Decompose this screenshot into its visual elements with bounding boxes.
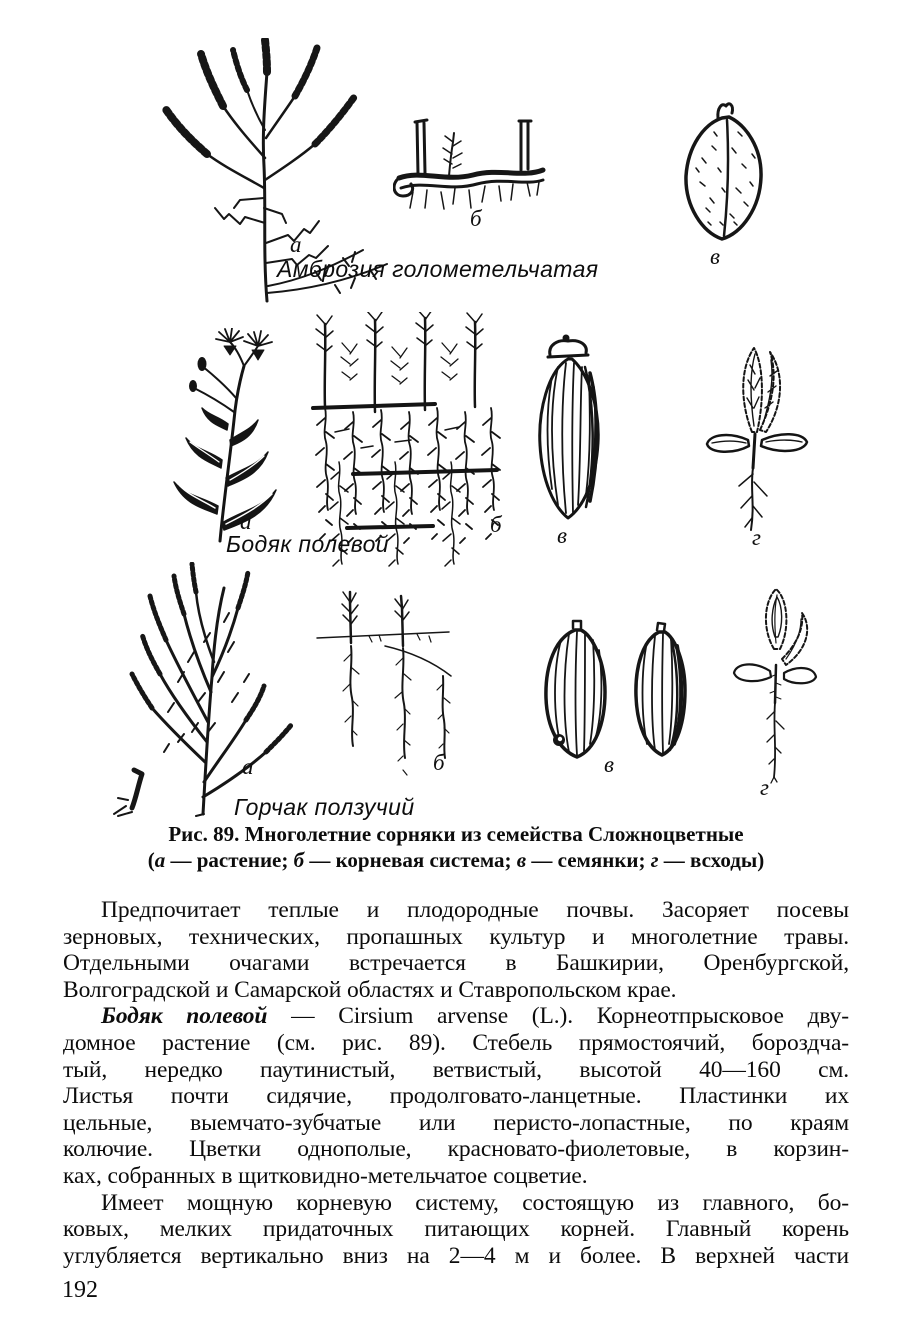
gorchak-plant-icon [108,562,298,817]
figure-letter-b1: б [470,206,482,231]
species-label-ambrosia: Амброзия голометельчатая [277,256,599,282]
figure-letter-v1: в [710,244,720,269]
cirsium-seed-icon [528,333,613,528]
paragraph2-line: домное растение (см. рис. 89). Стебель прямостоячий, бороздча- [63,1029,849,1056]
cirsium-root-icon [295,312,510,567]
figure-caption-line1: Рис. 89. Многолетние сорняки из семейства Сложноцветные [168,822,744,846]
paragraph2-line: Листья почти сидячие, продолговато-ланцетные. Пластинки их [63,1083,849,1110]
gorchak-seeds-icon [535,618,695,768]
figure-letter-b3: б [433,750,445,775]
cirsium-seedling-icon [700,338,815,538]
figure-letter-a1: а [290,232,302,257]
ambrosia-seed-icon [672,98,777,248]
figure-caption [63,822,849,873]
paragraph2-line: Бодяк полевой — Cirsium arvense (L.). Корнеотпрысковое дву- [101,1003,849,1030]
gorchak-seeds-drawing [535,618,695,768]
paragraph3-line: углубляется вертикально вниз на 2—4 м и более. В верхней части [63,1242,849,1269]
figure-letter-v3: в [604,752,614,777]
species-label-gorchak: Горчак ползучий [234,794,415,820]
figure-letter-a3: а [242,754,254,779]
paragraph2-line: цельные, выемчато-зубчатые или перисто-лопастные, по краям [63,1109,849,1136]
paragraph2-line: ках, собранных в щитковидно-метельчатое соцветие. [63,1162,588,1189]
paragraph2-line: колючие. Цветки однополые, красновато-фиолетовые, в корзин- [63,1136,849,1163]
species-label-bodyak: Бодяк полевой [226,531,389,557]
paragraph1-line: Предпочитает теплые и плодородные почвы. Засоряет посевы [101,897,849,923]
body-text [63,897,849,1269]
figure-letter-b2: б [490,512,502,537]
figure-letter-v2: в [557,523,567,548]
gorchak-seedling-drawing [728,585,823,785]
figure-letter-g3: г [760,775,769,800]
paragraph2-line: тый, нередко паутинистый, ветвистый, высотой 40—160 см. [63,1056,849,1083]
paragraph1-line: зерновых, технических, пропашных культур и многолетние травы. [63,923,849,950]
paragraph1-line: Отдельными очагами встречается в Башкирии, Оренбургской, [63,950,849,977]
gorchak-seedling-icon [728,585,823,785]
paragraph3-line: ковых, мелких придаточных питающих корней. Главный корень [63,1216,849,1243]
figure-letter-a2: а [240,509,252,534]
figure-caption-line2: (а — растение; б — корневая система; в — семянки; г — всходы) [147,847,765,872]
ambrosia-seed-drawing [672,98,777,248]
cirsium-seed-drawing [528,333,613,528]
cirsium-seedling-drawing [700,338,815,538]
cirsium-root-drawing [295,312,510,567]
cirsium-plant-icon [160,328,300,543]
species-name-bold: Бодяк полевой [101,1003,268,1030]
paragraph3-line: Имеет мощную корневую систему, состоящую из главного, бо- [101,1189,849,1216]
figure-letter-g2: г [752,525,761,550]
paragraph1-line: Волгоградской и Самарской областях и Ставропольском крае. [63,976,677,1003]
page-number: 192 [62,1277,98,1303]
gorchak-plant-drawing [108,562,298,817]
cirsium-plant-drawing [160,328,300,543]
